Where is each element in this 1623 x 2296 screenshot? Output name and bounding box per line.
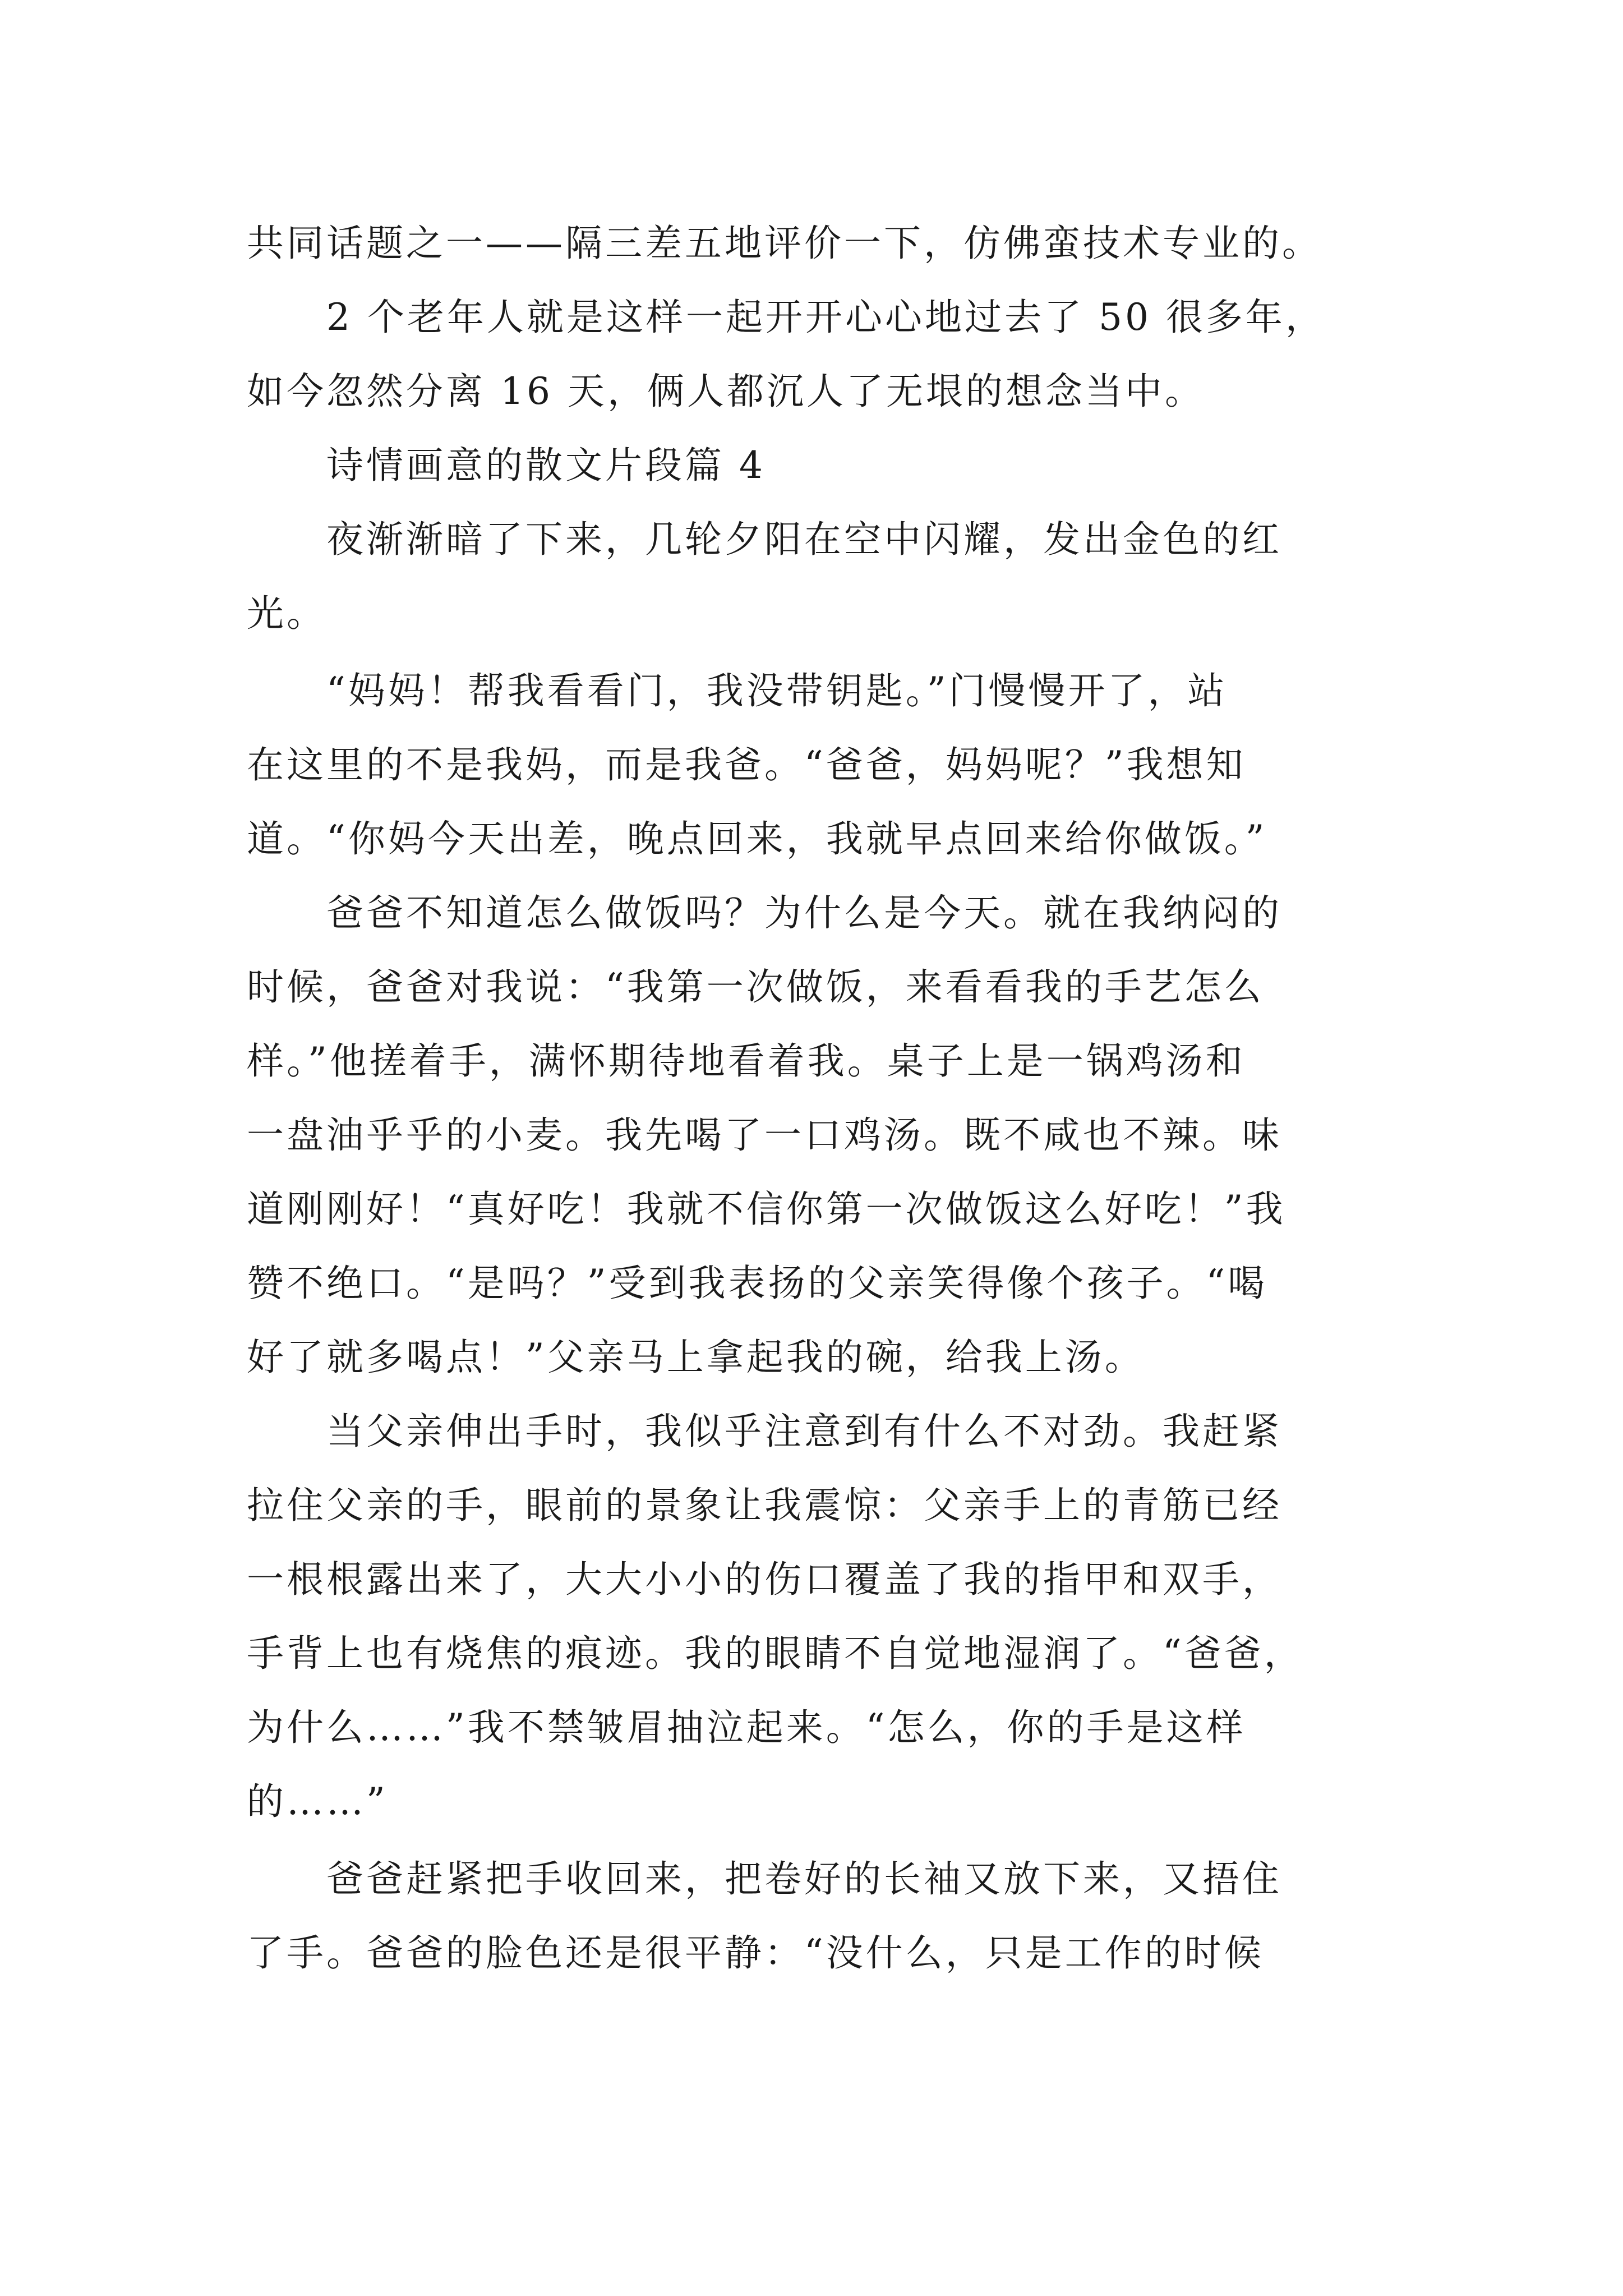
text-line: 夜渐渐暗了下来，几轮夕阳在空中闪耀，发出金色的红 <box>326 518 1282 561</box>
text-line: 了手。爸爸的脸色还是很平静：“没什么，只是工作的时候 <box>247 1931 1264 1975</box>
text-line: 一根根露出来了，大大小小的伤口覆盖了我的指甲和双手， <box>247 1558 1282 1601</box>
section-heading: 诗情画意的散文片段篇 4 <box>326 444 766 487</box>
document-page <box>247 206 1380 1990</box>
text-line: 的……” <box>247 1780 388 1823</box>
text-line: 样。”他搓着手，满怀期待地看着我。桌子上是一锅鸡汤和 <box>247 1039 1246 1083</box>
text-line: 2 个老年人就是这样一起开开心心地过去了 50 很多年， <box>326 296 1325 339</box>
text-line: 在这里的不是我妈，而是我爸。“爸爸，妈妈呢？”我想知 <box>247 743 1246 786</box>
text-line: 道。“你妈今天出差，晚点回来，我就早点回来给你做饭。” <box>247 817 1267 861</box>
text-line: “妈妈！帮我看看门，我没带钥匙。”门慢慢开了，站 <box>326 669 1228 712</box>
text-line: 拉住父亲的手，眼前的景象让我震惊：父亲手上的青筋已经 <box>247 1484 1282 1527</box>
text-line: 当父亲伸出手时，我似乎注意到有什么不对劲。我赶紧 <box>326 1410 1282 1453</box>
text-line: 爸爸不知道怎么做饭吗？为什么是今天。就在我纳闷的 <box>326 891 1282 935</box>
text-line: 手背上也有烧焦的痕迹。我的眼睛不自觉地湿润了。“爸爸， <box>247 1632 1304 1675</box>
text-line: 一盘油乎乎的小麦。我先喝了一口鸡汤。既不咸也不辣。味 <box>247 1114 1282 1157</box>
text-line: 时候，爸爸对我说：“我第一次做饭，来看看我的手艺怎么 <box>247 965 1264 1009</box>
text-line: 为什么……”我不禁皱眉抽泣起来。“怎么，你的手是这样 <box>247 1706 1246 1749</box>
text-line: 光。 <box>247 592 326 635</box>
text-line: 共同话题之一——隔三差五地评价一下，仿佛蛮技术专业的。 <box>247 222 1322 265</box>
text-line: 爸爸赶紧把手收回来，把卷好的长袖又放下来，又捂住 <box>326 1857 1282 1901</box>
text-line: 好了就多喝点！”父亲马上拿起我的碗，给我上汤。 <box>247 1336 1145 1379</box>
text-line: 道刚刚好！“真好吃！我就不信你第一次做饭这么好吃！”我 <box>247 1188 1286 1231</box>
text-line: 赞不绝口。“是吗？”受到我表扬的父亲笑得像个孩子。“喝 <box>247 1262 1268 1305</box>
text-line: 如今忽然分离 16 天，俩人都沉人了无垠的想念当中。 <box>247 370 1205 413</box>
